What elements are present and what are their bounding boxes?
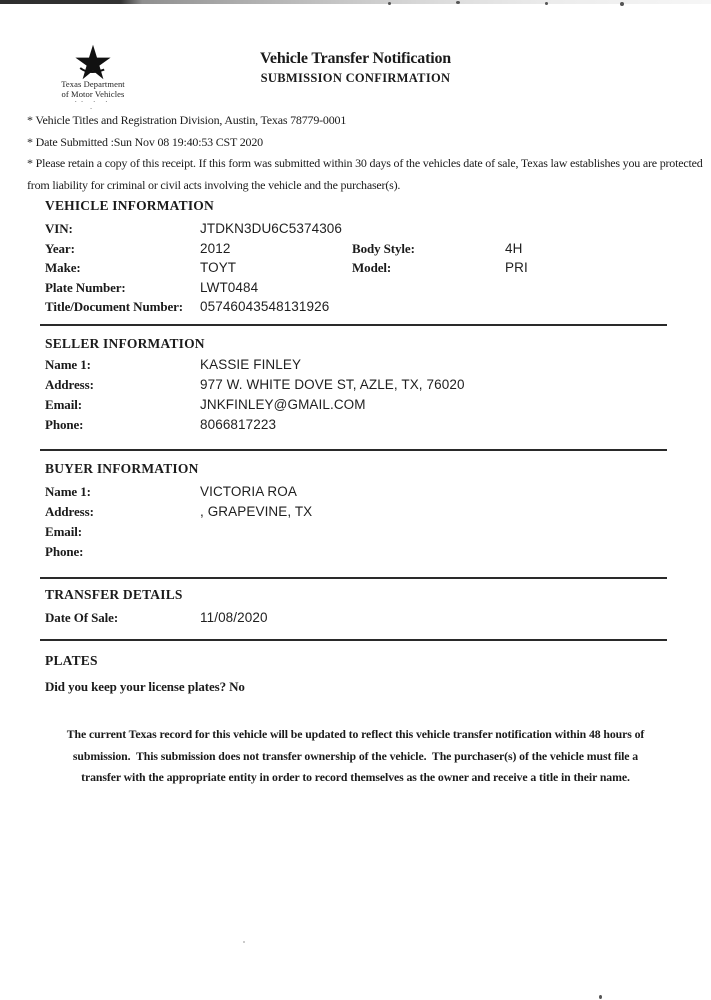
section-heading-transfer-details: TRANSFER DETAILS	[45, 587, 183, 602]
field-value-seller-phone: 8066817223	[200, 417, 277, 432]
section-divider	[40, 324, 667, 326]
scan-smudge: ·	[89, 105, 97, 113]
field-label-buyer-phone: Phone:	[45, 544, 84, 559]
logo-text-line1: Texas Department	[61, 79, 125, 89]
field-label-buyer-address: Address:	[45, 504, 94, 519]
legal-notice	[0, 724, 711, 789]
table-row	[45, 524, 667, 544]
legal-notice-line: The current Texas record for this vehicle will be updated to reflect this vehicle transfer notification within 48 hours of	[66, 727, 645, 741]
plates-question: Did you keep your license plates? No	[45, 679, 245, 694]
field-value-seller-name: KASSIE FINLEY	[200, 357, 302, 372]
field-label-seller-phone: Phone:	[45, 417, 84, 432]
table-row	[45, 221, 667, 241]
field-label-body-style: Body Style:	[352, 240, 415, 256]
field-value-title-document-number: 05746043548131926	[200, 299, 330, 314]
scan-edge-artifact	[0, 0, 711, 4]
field-label-plate-number: Plate Number:	[45, 279, 126, 295]
field-label-buyer-email: Email:	[45, 524, 82, 539]
document-header	[0, 50, 711, 86]
table-row	[45, 484, 667, 504]
table-row	[45, 357, 667, 377]
scan-smudge: ·· · ·	[74, 98, 112, 106]
intro-line-retain-copy: * Please retain a copy of this receipt. If this form was submitted within 30 days of the vehicles date of sale, Texas law establishes you are protected from liability for criminal or civil acts involving the vehicle and the purchaser(s).	[27, 156, 703, 192]
field-label-title-document-number: Title/Document Number:	[45, 299, 184, 314]
field-value-body-style: 4H	[505, 240, 523, 256]
field-label-date-of-sale: Date Of Sale:	[45, 610, 119, 625]
scan-speck	[620, 2, 624, 6]
field-label-year: Year:	[45, 240, 75, 256]
field-value-make: TOYT	[200, 260, 237, 275]
seller-information-rows	[45, 357, 667, 437]
logo-text-line2: of Motor Vehicles	[61, 88, 125, 99]
section-divider	[40, 639, 667, 641]
transfer-details-rows	[45, 610, 667, 630]
page-title: Vehicle Transfer Notification	[260, 50, 451, 67]
field-value-buyer-name: VICTORIA ROA	[200, 484, 297, 499]
field-value-date-of-sale: 11/08/2020	[200, 610, 268, 625]
table-row	[45, 504, 667, 524]
intro-line-division: * Vehicle Titles and Registration Division, Austin, Texas 78779-0001	[27, 113, 347, 127]
vehicle-information-rows	[45, 221, 667, 319]
section-heading-plates: PLATES	[45, 653, 98, 668]
field-value-plate-number: LWT0484	[200, 279, 259, 295]
intro-notes	[27, 110, 707, 196]
field-value-model: PRI	[505, 260, 528, 275]
section-heading-seller-information: SELLER INFORMATION	[45, 336, 205, 351]
field-value-year: 2012	[200, 240, 231, 256]
table-row	[45, 544, 667, 564]
field-value-buyer-address: , GRAPEVINE, TX	[200, 504, 313, 519]
field-value-seller-email: JNKFINLEY@GMAIL.COM	[200, 397, 366, 412]
field-label-vin: VIN:	[45, 221, 73, 236]
field-label-seller-email: Email:	[45, 397, 82, 412]
scan-speck	[388, 2, 391, 5]
intro-line-date-submitted: * Date Submitted :Sun Nov 08 19:40:53 CST 2020	[27, 134, 263, 149]
page-subtitle: SUBMISSION CONFIRMATION	[260, 71, 451, 85]
scan-speck	[456, 1, 460, 4]
scan-speck	[243, 941, 245, 943]
table-row	[45, 241, 667, 261]
field-label-model: Model:	[352, 260, 392, 275]
field-label-make: Make:	[45, 260, 81, 275]
table-row	[45, 260, 667, 280]
table-row	[45, 280, 667, 300]
table-row	[45, 377, 667, 397]
legal-notice-line: submission. This submission does not transfer ownership of the vehicle. The purchaser(s) of the vehicle must file a	[72, 748, 639, 763]
section-heading-buyer-information: BUYER INFORMATION	[45, 461, 199, 476]
field-label-seller-address: Address:	[45, 377, 94, 392]
section-divider	[40, 449, 667, 451]
section-heading-vehicle-information: VEHICLE INFORMATION	[45, 198, 214, 213]
field-label-buyer-name: Name 1:	[45, 484, 91, 499]
section-divider	[40, 577, 667, 579]
table-row	[45, 417, 667, 437]
table-row	[45, 610, 667, 630]
field-label-seller-name: Name 1:	[45, 357, 91, 372]
legal-notice-line: transfer with the appropriate entity in order to record themselves as the owner and receive a title in their name.	[81, 770, 630, 784]
field-value-seller-address: 977 W. WHITE DOVE ST, AZLE, TX, 76020	[200, 377, 465, 392]
table-row	[45, 397, 667, 417]
buyer-information-rows	[45, 484, 667, 564]
scan-speck	[545, 2, 548, 5]
field-value-vin: JTDKN3DU6C5374306	[200, 221, 343, 236]
scan-speck	[599, 995, 602, 999]
table-row	[45, 299, 667, 319]
